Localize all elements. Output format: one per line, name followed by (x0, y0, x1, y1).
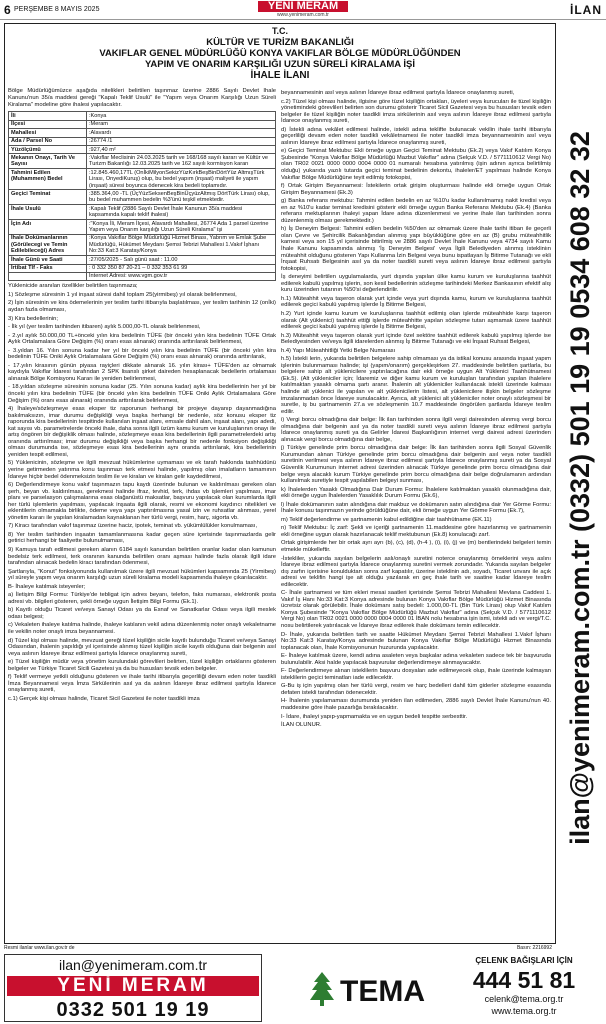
body-paragraph: - 17.yılın kirasının günün piyasa rayiçleri dikkate alınarak 16. yılın kirası+ TÜFE'den az olmamak kaydıyla Vakıflar İdaresi tarafından 2 SPK lisanslı şirket daireden hesaplanacak bedellerin ortalaması alınarak Bölge Komisyonu Kararı ile yeniden belirlenmesi, (8, 362, 276, 382)
info-key: Ada / Parsel No (9, 137, 87, 145)
info-key: İrtibat Tlf - Faks (9, 264, 87, 272)
info-row (9, 129, 276, 137)
info-value: :Kapalı Teklif (2886 Sayılı Devlet İhale Kanunun 35/a maddesi kapsamında kapalı teklif ihalesi) (87, 205, 276, 220)
info-key: Tahmini Edilen (Muhammen) Bedel (9, 169, 87, 190)
info-key: Geçici Teminat (9, 190, 87, 205)
info-value: :385.364,00 -TL (ÜçYüzSeksenBeşBinÜçyüzAltmış DörtTürk Lirası) olup, bu bedel muhammen bedelin %3'ünü teşkil etmektedir. (87, 190, 276, 205)
info-value: :26774 /1 (87, 137, 276, 145)
body-paragraph: f) Ortak Girişim Beyannamesi: İstekilerin ortak girişim oluşturması halinde ekli örneğe uygun Ortak Girişim Beyannamesi (Ek.3) (281, 183, 551, 196)
body-paragraph: 3) Kira bedellerinin; (8, 315, 58, 322)
info-row (9, 264, 276, 272)
body-paragraph: E- İhaleye katılmak üzere, kendi adına asaleten veya başkalar adına vekaleten sadece tek bir başvuruda bulunulabilir. Aksi halde yapılacak başvurular değerlendirmeye alınmayacaktır. (281, 653, 551, 666)
tema-logo-text: TEMA (340, 975, 425, 1008)
tema-logo (304, 968, 434, 1008)
side-contact-text: ilan@yenimeram.com.tr (0332) 501 19 19 0534 608 32 32 (565, 131, 595, 845)
info-key: İçin Adı (9, 220, 87, 235)
body-paragraph: Şartlarıyla, "Konut" fonksiyonunda kullanılmak üzere ilgili mevzuat hükümleri kapsamında 25 (Yirmibeş) yıl süreyle yapım veya onarım karşılığı uzun süreli kiralama modeli kapsamında ihaleye çıkarılacaktır. (8, 568, 276, 582)
body-paragraph: 2) İşin süresinin ve kira ödemelerinin yer teslim tarihi itibarıyla başlatılması, yer teslim tarihinin 12 (onİki) aydan fazla olmaması, (8, 300, 276, 313)
info-value: :"Konya İli, Meram İlçesi, Alavardı Mahallesi, 26774 Ada 1 parsel üzerine Yapım veya Onarım karşılığı Uzun Süreli Kiralama" işi (87, 220, 276, 235)
body-paragraph: h.2) Yurt içinde kamu kurum ve kuruluşlarına taahhüt edilmiş olan işlerde müteahhide karşı taşeron olarak (Alt yüklenici) taahhüt ettiği işlerde müteahhitte yapılan sözleşme tutarı aşmamak üzere taahhüt edilerek geçici kabulü yapılmış işlerde İş Bitirme Belgesi, (281, 310, 551, 331)
body-paragraph: k) İhalelerden Yasaklı Olmadığına Dair Durum Formu: İhalelere katılmaktan yasaklı olunmadığına dair, ekli örneğe uygun İhalelerden Yasaklılık Durum Formu (Ek.6), (281, 486, 551, 500)
body-paragraph: 6) Değerlendirmeye konu vakıf taşınmazın tapu kaydı üzerinde bulunan ve kaldırılması gereken olan şerh, beyan vb. kaldırılması, gerekmesi halinde ifraz, tevhid, terk, ihdas vb işlemleri yapılması, imar planı ve parselasyon çalışmalarına esas olağanüstü maksatlar, başvuru yapılacak olan kurumlarda ilgili her türlü işlemlerin yapılması, yapılacak inşaata ilgili olarak, resmi ve ekonomi kaydırıcı nitelikleri ve eklentilerin olmamakla birlikte, ödeme veya yapı yaptırılmasına yasal izin ve ruhsatlar alınması, yerel yönetim kararı ile yapılan kiralamadan kaynaklanan her türlü vergi, resim, harç, sigorta vb. (8, 482, 276, 521)
info-row (9, 190, 276, 205)
info-row (9, 272, 276, 280)
newspaper-url: www.yenimeram.com.tr (277, 12, 329, 18)
info-value: :Meram (87, 120, 276, 128)
info-value: :Konya Vakıflar Bölge Müdürlüğü Hizmet Binası, Yabrım ve Emlak Şube Müdürlüğü, Hükümet Meydanı Şemsi Tebrizi Mahallesi 1.Vakıf İşhanı No:33 Kat:3 Karatay/Konya (87, 234, 276, 255)
official-notice-link: Resmi ilanlar www.ilan.gov.tr de (4, 945, 75, 951)
body-paragraph: F- Değerlendirmeye alınan isteklilerin başvuru dosyaları ade edilmeyecek olup, ihale üzerinde kalmayan isteklilerin geçici teminatları iade edilecektir. (281, 668, 551, 681)
body-paragraph: h) İş Deneyim Belgesi: Tahmini edilen bedelin %50'den az olmamak üzere ihale tarihi itibarı ile geçerli olan Çevre ve Şehircilik Bakanlığından alınmış yapı büyüklüğüne göre en az (B) grubu müteahhitlik karnesi veya son 15 yıl içerisinde bitirilmiş ve 2886 sayılı Devlet İhale Kanunu veya 4734 sayılı Kamu İhale Kanunu kapsamında alınmış 'İş Deneyim Belgesi' veya İlgili Belediyeden alınmış istekliniın müteahhit olduğunu gösteren Yapı Kullanma İzin Belgesi veya bunu ispatlayan İş Bitirme Tutanağı ve ekli İnşaat Ruhsatı Belgesinin asıl ya da noter tasdikli sureti veya aslının İdareye ibraz edilmesi şartıyla fotokopisi, (281, 226, 551, 272)
body-paragraph: c.1) Gerçek kişi olması halinde, Ticaret Sicil Gazetesi ile noter tasdikli imza (8, 695, 200, 702)
info-row (9, 154, 276, 169)
press-code: Basın: 2216992 (516, 945, 552, 951)
property-info-table (8, 111, 276, 281)
info-value: : 0 332 350 87 20-21 – 0 332 353 61 99 (87, 264, 276, 272)
body-paragraph: - 3.yıldan 16. Yılın sonuna kadar her yıl bir önceki yılın kira bedelinin TÜFE (bir önceki yılın kira bedelinin TÜFE Oniki Aylık Ortalamalara Göre Değişim (%) oranı esas alınarak) oranında arttırılarak, (8, 347, 276, 361)
right-paragraphs (281, 90, 551, 729)
info-key: Mekanın Onayı, Tarih Ve Sayısı (9, 154, 87, 169)
body-paragraph: g) Banka referans mektubu: Tahmini edilen bedelin en az %10'u kadar kullanılmamış nakit kredisi veya en az %10'u kadar teminat kredisini gösterir ekli örneğe uygun Banka Referans Mektubu (Ek.4) (Banka referans mektuplarının ihaleyi yapan İdare adına düzenlenmesi ve yerine ihale ilan tarihinden sonra düzenlenmiş olması gerekmektedir.) (281, 198, 551, 224)
body-paragraph: e) Tüzel kişiliğin müdür veya yönetim kurulundaki görevlileri belirten, tüzel kişiliğin ortaklarını gösteren belgeler ve Türkiye Ticaret Sicili Gazetesi ya da bu hususları tevsik eden belgeler. (8, 659, 276, 672)
announcement-footer (4, 944, 556, 952)
info-value: :Vakıflar Meclisinin 24.03.2025 tarih ve 168/168 sayılı kararı ve Kültür ve Turizm Bakanlığı 12.03.2025 tarih ve 162 sayılı kormisyon kararı (87, 154, 276, 169)
tema-phone: 444 51 81 (472, 967, 576, 993)
body-paragraph: I- İdare, ihaleyi yapıp-yapmamakta ve en uygun bedeli tespitte serbesttir. (281, 713, 468, 720)
body-paragraph: 9) Kamuya tarafı edilmesi gereken alanın 6184 sayılı kanundan belirtilen oranlar kadar olan kamunun bedelsiz terk edilmesi, terk oranının kanunda belirtilen oranı aşması halinde fazla olarak ilgili idare tarafından alınacak bedelin kiracı tarafından ödenmesi, (8, 547, 276, 567)
intro-paragraph: Bölge Müdürlüğümüzce aşağıda nitelikleri belirtilen taşınmaz üzerine 2886 Sayılı Devlet İhale Kanunu'nun 35/a maddesi gereği "Kapalı Teklif Usulü" ile "Yapım veya Onarım Karşılığı Uzun Süreli Kiralama" modeline göre ihalesi yapılacaktır. (8, 88, 276, 108)
header-line-4: YAPIM VE ONARIM KARŞILIĞI UZUN SÜRELİ KİRALAMA İŞİ (144, 59, 416, 70)
info-key: İlçesi (9, 120, 87, 128)
body-paragraph: İLAN OLUNUR. (281, 722, 322, 729)
info-row (9, 137, 276, 145)
body-paragraph: C- İhale şartnamesi ve tüm ekleri mesai saatleri içerisinde Şemsi Tebrizi Mahallesi Mevlana Caddesi 1. Vakıf İş Hanı No:33 Kat:3 Konya adresinde bulunan Konya Vakıflar Bölge Müdürlüğü Hizmet Binasında ücretsiz olarak görülebilir. İhale dokümanı satış bedeli: 1.000,00-TL (Bin Türk Lirası) olup Vakıf Katılım Konya Şubesinde "Konya Vakıflar Bölge Müdürlüğü Mazbut Vakıflar" adına (Selçuk V.D. / 5771110612 Vergi No) olan TR02 0021 0000 0000 0004 0000 01 İBAN nolu hesabına işin ismi, istekli adı ve vergi/T.C. nosu belirtilerek yatırılacak ve İdareye ibraz edilerek ihale dokümanı temin edilecektir. (281, 590, 551, 630)
header-line-3: VAKIFLAR GENEL MÜDÜRLÜĞÜ KONYA VAKIFLAR BÖLGE MÜDÜRLÜĞÜNDEN (99, 48, 461, 59)
body-paragraph: Ortak girişimlerde her bir ortak ayrı ayrı (b), (c), (d), (h-4 ), (i), (i), (j) ve (m) bentlerindeki belgeleri temin etmekle mükelleftir. (281, 540, 551, 553)
header-line-2: KÜLTÜR VE TURİZM BAKANLIĞI (206, 37, 354, 48)
ad-email: ilan@yenimeram.com.tr (58, 957, 208, 973)
body-paragraph: a) İletişim Bilgi Formu: Türkiye'de tebligat için adres beyanı, telefon, faks numarası, elektronik posta adresi vb. bilgileri gösteren, şekli örneğe uygun İletişim Bilgi Formu (Ek.1). (8, 592, 276, 605)
info-row (9, 234, 276, 255)
body-paragraph: -İstekliler, yukarıda sayılan belgelerin aslı/onaylı suretini noterce onaylanmış örneklerini veya aslını İdareye ibraz edilmesi şartıyla İdarece onaylanmış suretini vermek zorundadır. Yukarıda sayılan belgeler dış zarfın içerisine konulduktan sonra zarf kapatılır, üzerine isteklinin adı, soyadı, Ticaret unvanı ile açık adresi ve teklifin hangi işe ait olduğu yazılarak en geç ihale tarih ve saatine kadar İdareye teslim edilecektir. (281, 555, 551, 588)
tema-slogan: ÇELENK BAĞIŞLARI İÇİN (475, 956, 573, 965)
page-number: 6 (4, 3, 11, 17)
announcement-header (10, 26, 550, 82)
info-value: :12.845.460,17TL (OnİkiMilyonSekizYüzKırkBeşBinDörtYüz AltmışTürk Lirası, OnyediKuruş) olup, bu bedel yapım (inşaat) maliyeti ile yapım (inşaat) süresi boyunca ödenecek kira bedeli toplamıdır. (87, 169, 276, 190)
tema-email: celenk@tema.org.tr (484, 994, 564, 1004)
body-paragraph: h.5) İstekli lerin, yukarıda belirtilen belgelere sahip olmaması ya da istikal konusu arasında inşaat yapım işlerinin bulunmaması halinde; işi (yapım/onarım) gerçekleşirken 27. maddesinde belirtilen şartlarla, bu belgelere sahip alt yüklenicilere yaptırılacağına dair ekli örneğe uygun Alt Yüklenici Taahhütnamesi (Ek.5). (Alt yükleniciler için; İdaremiz ve diğer kamu kurum ve kuruluşları tarafından yapılan ihalelere katılmaktan yasaklı olmama şartı aranır. İhalenin alt yükleniciler kullanılacak istekli üzerinde kalması halinde alt yüklenici ile yapılan ve alt yüklenicilerin listesi, alt yüklenicilere ilişkin belgeler sözleşme imzalanmadan önce İdareye sunulacaktır. Ayrıca, alt yüklenici alt yükleniciler noter onaylı sözleşmesi bir suretle, iş bu şartnamenin 27.a ve sözleşmenin 10.7 maddesinde öngörülen şartlarda İdareye teslim edilir. (281, 356, 551, 415)
body-paragraph: c.2) Tüzel kişi olması halinde, ilgisine göre tüzel kişiliğin ortakları, üyeleri veya kurucuları ile tüzel kişiliğin yönetimindeki görevlileri belirten son durumu gösterir Ticaret Sicil Gazetesi veya bu hususları tevsik eden belgeler ile tüzel kişiliğin noter tasdikli imza sirkülerinin asıl veya aslının İdareye ibraz edilmesi şartıyla İdarece onaylanmış sureti, (281, 98, 551, 125)
info-row (9, 112, 276, 120)
info-key: İhale Dokümanlarının (Görülecegi ve Temin Edilebileceği) Adres (9, 234, 87, 255)
body-paragraph: c) Vekaleten ihaleye katılma halinde, ihaleye katılanın vekil adına düzenlenmiş noter onaylı vekaletname ile vekilin noter onaylı imza beyannamesi. (8, 622, 276, 636)
info-value: :927,40 m² (87, 146, 276, 154)
top-bar (0, 0, 606, 20)
body-paragraph: Yüklenicide aranılan özellikler belirtilen taşınmaza; (8, 283, 138, 290)
body-paragraph: b) Kayıtlı olduğu Ticaret ve/veya Sanayi Odası ya da Esnaf ve Sanatkarlar Odası veya ilgili meslek odası belgesi; (8, 607, 276, 620)
body-paragraph: D- İhale, yukarıda belirtilen tarih ve saatte Hükümet Meydanı Şemsi Tebrizi Mahallesi 1.Vakıf İşhanı No:33 Kat:3 Karatay/Konya adresinde bulunan Konya Vakıflar Bölge Müdürlüğü Hizmet Binasında toplanacak olan, İhale Komisyonunun huzurunda yapılacaktır. (281, 631, 551, 651)
info-key: Mahallesi (9, 129, 87, 137)
tema-ad (300, 954, 602, 1022)
body-paragraph: d) Tüzel kişi olması halinde, mevzuat gereği tüzel kişiliğin sicile kayıtlı bulunduğu Ticaret ve/veya Sanayi Odasından, ihalenin yapıldığı yıl içerisinde alınmış tüzel kişiliğin sicile kayıtlı olduğuna dair belgenin asıl veya aslının İdareye ibraz edilmesi şartıyla İdarece onaylanmış sureti, (8, 637, 276, 657)
info-row (9, 146, 276, 154)
body-paragraph: G-Bu iş için yapılmış olan her türlü vergi, resim ve harç bedelleri dahil tüm giderler sözleşme esasında defaten istekli tarafından ödenecektir. (281, 683, 551, 696)
body-paragraph: beyannamesinin asıl veya aslının İdareye ibraz edilmesi şartıyla İdarece onaylanmış sureti, (281, 90, 515, 96)
body-paragraph: 8) Yer teslim tarihinden inşaatın tamamlanmasına kadar geçen süre içerisinde taşınmazlarda gelir getirici herhangi bir faaliyette bulunulmaması, (8, 531, 276, 545)
body-paragraph: n) Teklif Mektubu: İç zarf: Şekli ve içeriği şartnamenin 11.maddesine göre hazırlanmış ve şartnamenin ekli örneğine uygun olarak hazırlanacak teklif mektubunun (Ek.8) konulacağı zarf. (281, 525, 551, 538)
section-title: İLAN (570, 3, 602, 17)
body-paragraph: m) Teklif değerlendirme ve şartnamenin kabul edildiğine dair taahhütname (EK.11) (281, 516, 492, 523)
body-paragraph: 4) İhaleye/sözleşmeye esas eksper tiz raporunun herhangi bir projeye dayanıp dayanmadığına bakılmaksızın, imar durumu değişikliği veya başka herhangi bir nedenle, söz konusu eksper tiz raporunda kira bedellerinin tespitinde kullanılan inşaat alanı, emsale dahil alan, inşaat alanı, yapı adedi, kat sayısı vb. parametrelerde önceki ihale, daha sonra ilgili üzüm kamu kurum ve kuruluşlarının onayı ile artış öngören bir değişiklik olması halinde, sözleşmeye esas kira bedellerinin ilgili parametrelerdeki artış oranında arttırılması; imar durumu değişikliği veya başka herhangi bir nedenle fonksiyon değişikliği olması durumunda ise, sözleşmeye esas kira bedellerinin aynı oranda arttırılarak, kira bedellerinin yeniden tespit edilmesi, (8, 406, 276, 458)
info-row (9, 205, 276, 220)
body-paragraph: j) Türkiye genelinde prim borcu olmadığına dair belge: İlk ilan tarihinden sonra ilgili Sosyal Güvenlik Kurumundan alınan Türkiye genelinde prim borcu olmadığına dair belgenin asıl veya noter tasdikli suretinin verilmesi veya aslının İdareye ibraz edilmesi şartıyla İdarece onaylanmış sureti ya da Sosyal Güvenlik Kurumunun internet adresi üzerinden alınacak Türkiye genelinde prim borcu olmadığına dair belge veya alacaklı kurum Türkiye genelinde prim borcu olmadığına dair belge doğrulamanın ardından kullanılmak suretiyle tespit yapılabilen belgeyi sunması, (281, 445, 551, 485)
tema-web: www.tema.org.tr (491, 1006, 557, 1016)
body-paragraph: d) İstekli adına vekâlet edilmesi halinde, istekli adına teklifte bulunacak vekilin ihale tarihi itibarıyla geçerliliği devam eden noter tasdikli vekâletnamesi ile noter tasdikli imza beyannamesinin asıl veya aslının İdareye ibraz edilmesi şartıyla İdarece onaylanmış sureti, (281, 126, 551, 146)
info-row (9, 120, 276, 128)
left-column (8, 88, 276, 940)
info-key: Yüzölçümü (9, 146, 87, 154)
info-value: İnternet Adresi: www.vgm.gov.tr (87, 272, 276, 280)
body-paragraph: e) Geçici Teminat Mektubu: Ekli örneğe uygun Geçici Teminat Mektubu (Ek.2) veya Vakıf Katılım Konya Şubesinde "Konya Vakıflar Bölge Müdürlüğü Mazbut Vakıflar" adına (Selçuk V.D. / 5771110612 Vergi No) olan TR02 0021 0000 0000 0004 0000 01 numaralı hesabına yatırılmış (işin adının ayrıca belirtilmiş olduğu) yukarıda yazılı tutarda geçici teminat bedelinin dekontu, ihaleler/ET yapılması halinde Konya Vakıflar Bölge Müdürlüğüne teyit edilmiş fotokopisi, (281, 148, 551, 181)
yeni-meram-ad (4, 954, 262, 1022)
info-value: :27/05/2025 - Salı günü saat : 11.00 (87, 256, 276, 264)
body-paragraph: H- İhalenin yapılamaması durumunda yeniden ilan edilmeden, 2886 sayılı Devlet İhale Kanunu'nun 40. maddesine göre ihale pazarlığa bırakılacaktır. (281, 698, 551, 712)
body-paragraph: h.1) Müteahhit veya taşeron olarak yurt içinde veya yurt dışında kamu, kurum ve kuruluşlarına taahhüt edilerek geçici kabulü yapılmış işlerde İş Bitirme Belgesi, (281, 295, 551, 309)
issue-date: PERŞEMBE 8 MAYIS 2025 (14, 6, 100, 13)
body-paragraph: h.4) Yapı Müteahhitliği Yetki Belge Numarası (281, 347, 396, 354)
body-paragraph: 5) Yüklenicinin, sözleşme ve ilgili mevzuat hükümlerine uymaması ve ek tarafı hakkında tashhüdünü yerine getirmeden yatırıma konu taşınmazı terk etmesi halinde, yapılmış olan imalatların tamamının İdareye hiçbir bedel ödenmeksizin teslim ile ve kiralan ve kiralan gelir kaydedilmesi, (8, 460, 276, 480)
ad-phone: 0332 501 19 19 (56, 999, 210, 1021)
info-row (9, 256, 276, 264)
body-paragraph: l) İhale dokümanının satın alındığına dair makbuz ve dokümanın satın alındığına dair Yer Görme Formu: İhale konusu taşınmazın yerinde görüldüğüne dair, ekli örneğe uygun Yer Görme Formu (Ek.7), (281, 501, 551, 515)
info-row (9, 169, 276, 190)
newspaper-logo: YENİ MERAM (258, 1, 348, 12)
info-key (9, 272, 87, 280)
body-paragraph: f) Teklif vermeye yetkili olduğunu gösteren ve ihale tarihi itibarıyla geçerliliği devam eden noter tasdikli İmza Beyannamesi veya İmza Sirkülerinin asıl ya da aslının İdareye ibraz edilmesi şartıyla İdarece onaylanmış sureti, (8, 674, 276, 694)
left-paragraphs (8, 283, 276, 702)
info-key: İli (9, 112, 87, 120)
body-paragraph: İş deneyimi belirtilen uygulamalarda, yurt dışında yapılan ülke kamu kurum ve kuruluşlarına taahhüt edilerek kabulü yapılmış işlerin, son kesil bedellerinin sözleşme tarihindeki Merkez Bankasının efektif alış kuru üzerinden tutarının %50'si değerlendirilir. (281, 274, 551, 294)
header-line-5: İHALE İLANI (250, 70, 310, 81)
body-paragraph: - 2.yıl aylık 50.000,00 TL+önceki yılın kira bedelinin TÜFE (bir önceki yılın kira bedelinin TÜFE Ortak Aylık Ortalamalara Göre Değişim (%) oranı esas alınarak) oranında arttırılarak belirlenmesi, (8, 332, 276, 346)
body-paragraph: h.3) Müteahhit veya taşeron olarak yurt içinde özel sektöre taahhüt edilerek kabulü yapılmış işlerde ise Belediyesinden ve/veya ilgili idarelerden alınmış İş Bitirme Tutanağı ve eki İnşaat Ruhsat Belgesi, (281, 332, 551, 346)
info-value: :Alavardı (87, 129, 276, 137)
ad-brand-logo: YENİ MERAM (7, 976, 259, 996)
header-line-1: T.C. (271, 26, 288, 36)
body-paragraph: i) Vergi borcu olmadığına dair belge: İlk ilan tarihinden sonra ilgili vergi dairesinden alınmış vergi borcu olmadığına dair belgenin asıl ya da noter tasdikli sureti veya aslının İdareye ibraz edilmesi şartıyla İdarece onaylanmış sureti ya da Gelirler İdaresi Başkanlığının internet vergi dairesi adresi üzerinden alınacak vergi borcu olmadığına dair belge, (281, 417, 551, 443)
right-column (281, 88, 551, 940)
body-paragraph: B- İhaleye katılmak isteyenler; (8, 583, 86, 590)
info-value: :Konya (87, 112, 276, 120)
info-key: İhale Günü ve Saati (9, 256, 87, 264)
body-paragraph: 7) Kiracı tarafından vakıf taşınmaz üzerine haciz, ipotek, teminat vb. yükümlülükler konulmaması, (8, 523, 258, 530)
side-contact-banner (558, 23, 602, 952)
body-paragraph: - İlk yıl (yer teslim tarihinden itibaren) aylık 5.000,00-TL olarak belirlenmesi, (8, 324, 201, 331)
body-paragraph: 1) Sözleşme süresinin 1 yıl inşaat süresi dahil toplam 25(yirmibeş) yıl olarak belirlenmesi, (8, 291, 237, 298)
body-paragraph: - 18.yıldan sözleşme süresinin sonuna kadar (25. Yılın sonuna kadar) aylık kira bedellerinin her yıl bir önceki yılın kira bedelinin TÜFE (bir önceki yılın kira bedelinin TÜFE Oniki Aylık Ortalamalara Göre Değişim (%) oranı esas alınarak) oranında arttırılarak belirlenmesi, (8, 384, 276, 404)
info-row (9, 220, 276, 235)
info-key: İhale Usulü (9, 205, 87, 220)
